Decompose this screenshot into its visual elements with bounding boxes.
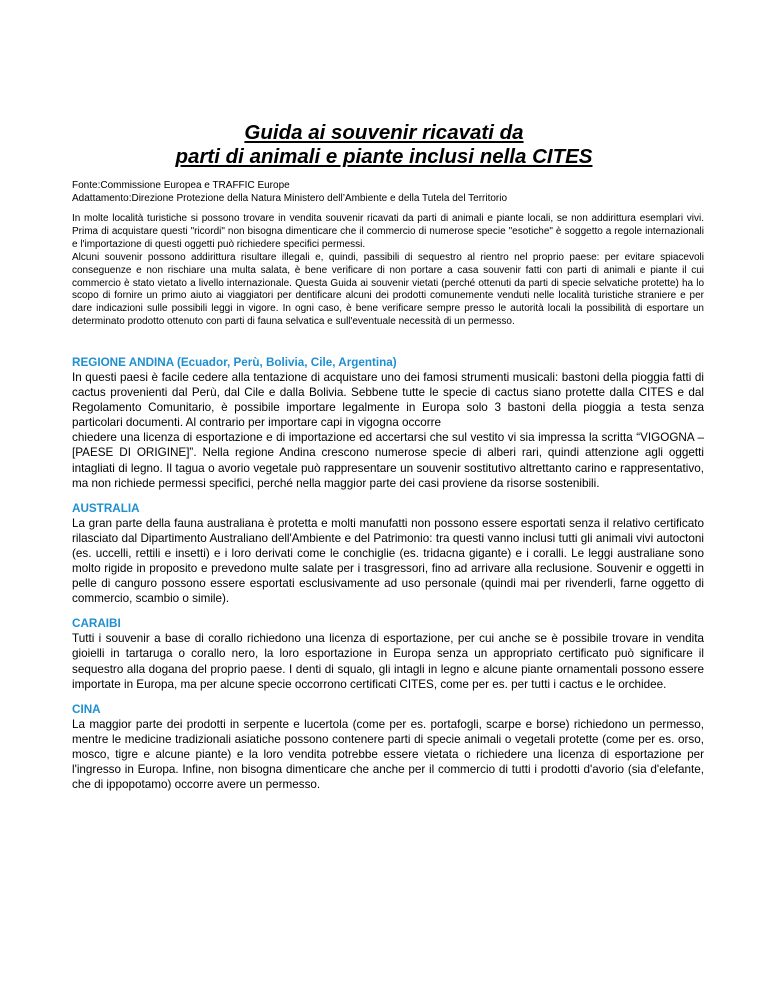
intro-paragraph-1: In molte località turistiche si possono trovare in vendita souvenir ricavati da parti di animali e piante locali, se non addirittura esemplari vivi. Prima di acquistare questi "ricordi" non bisogna dimenticare che il commercio di numerose specie "esotiche" è soggetto a regole internazionali e l'importazione di questi oggetti può richiedere specifici permessi. xyxy=(72,213,704,250)
section-caraibi xyxy=(72,616,704,691)
section-body: La gran parte della fauna australiana è protetta e molti manufatti non possono essere esportati senza il relativo certificato rilasciato dal Dipartimento Australiano dell'Ambiente e del Patrimonio: tra questi vanno inclusi tutti gli animali vivi autoctoni (es. uccelli, rettili e insetti) e i loro derivati come le conchiglie (es. tridacna gigante) e i coralli. Le leggi australiane sono molto rigide in proposito e prevedono multe salate per i trasgressori, fino ad arrivare alla reclusione. Souvenir e oggetti in pelle di canguro possono essere esportati esclusivamente ad uso personale (quindi mai per rivenderli, farne oggetto di commercio, scambio o simile). xyxy=(72,516,704,606)
section-australia xyxy=(72,501,704,607)
region-sections xyxy=(72,355,704,802)
section-body: In questi paesi è facile cedere alla tentazione di acquistare uno dei famosi strumenti musicali: bastoni della pioggia fatti di cactus provenienti dal Perù, dal Cile e dalla Bolivia. Sebbene tutte le specie di cactus siano protette dalla CITES e dal Regolamento Comunitario, è possibile importare legalmente in Europa solo 3 bastoni della pioggia a testa senza particolari documenti. Al contrario per importare capi in vigogna occorre xyxy=(72,371,704,430)
intro-paragraph-2: Alcuni souvenir possono addirittura risultare illegali e, quindi, passibili di sequestro al rientro nel proprio paese: per evitare spiacevoli conseguenze e non rischiare una multa salata, è bene verificare di non portare a casa souvenir fatti con parti di animali e piante il cui commercio è stato vietato a livello internazionale. Questa Guida ai souvenir vietati (perché ottenuti da parti di specie selvatiche protette) ha lo scopo di fornire un primo aiuto ai viaggiatori per dentificare alcuni dei prodotti comunemente venduti nelle località turistiche straniere e per dare indicazioni sulle possibili leggi in vigore. In ogni caso, è bene verificare sempre presso le autorità locali la possibilità di esportare un determinato prodotto ottenuto con parti di fauna selvatica e sull'eventuale necessità di un permesso. xyxy=(72,251,704,328)
section-heading: AUSTRALIA xyxy=(72,501,140,515)
section-body: La maggior parte dei prodotti in serpente e lucertola (come per es. portafogli, scarpe e borse) richiedono un permesso, mentre le medicine tradizionali asiatiche possono contenere parti di specie animali o vegetali protette (come per es. orso, mosco, tigre e alcune piante) e la loro vendita potrebbe essere vietata o richiedere una licenza di esportazione per l'ingresso in Europa. Infine, non bisogna dimenticare che anche per il commercio di tutti i prodotti d'avorio (sia d'elefante, che di ippopotamo) occorre avere un permesso. xyxy=(72,717,704,792)
section-regione-andina xyxy=(72,355,704,491)
document-title xyxy=(60,121,708,169)
source-credits xyxy=(72,179,712,205)
section-heading: CINA xyxy=(72,702,101,716)
source-fonte: Fonte:Commissione Europea e TRAFFIC Europe xyxy=(72,180,290,191)
section-cina xyxy=(72,702,704,792)
title-line-2: parti di animali e piante inclusi nella CITES xyxy=(175,145,593,168)
source-adattamento: Adattamento:Direzione Protezione della Natura Ministero dell’Ambiente e della Tutela del Territorio xyxy=(72,193,508,204)
section-heading: CARAIBI xyxy=(72,617,121,631)
section-heading: REGIONE ANDINA (Ecuador, Perù, Bolivia, Cile, Argentina) xyxy=(72,356,397,369)
intro-text xyxy=(72,213,704,329)
section-body: Tutti i souvenir a base di corallo richiedono una licenza di esportazione, per cui anche se è possibile trovare in vendita gioielli in tartaruga o corallo nero, la loro esportazione in Europa senza un appropriato certificato può significare il sequestro alla dogana del proprio paese. I denti di squalo, gli intagli in legno e alcune piante ornamentali possono essere importate in Europa, ma per alcune specie occorrono certificati CITES, come per es. per tutti i cactus e le orchidee. xyxy=(72,632,704,691)
title-line-1: Guida ai souvenir ricavati da xyxy=(244,121,524,144)
section-body-continued: chiedere una licenza di esportazione e di importazione ed accertarsi che sul vestito vi sia impressa la scritta “VIGOGNA – [PAESE DI ORIGINE]”. Nella regione Andina crescono numerose specie di alberi rari, quindi attenzione agli oggetti intagliati di legno. Il tagua o avorio vegetale può rappresentare un souvenir sostitutivo altrettanto carino e rappresentativo, ma non richiede permessi specifici, perché nella maggior parte dei casi proviene da risorse sostenibili. xyxy=(72,431,704,490)
